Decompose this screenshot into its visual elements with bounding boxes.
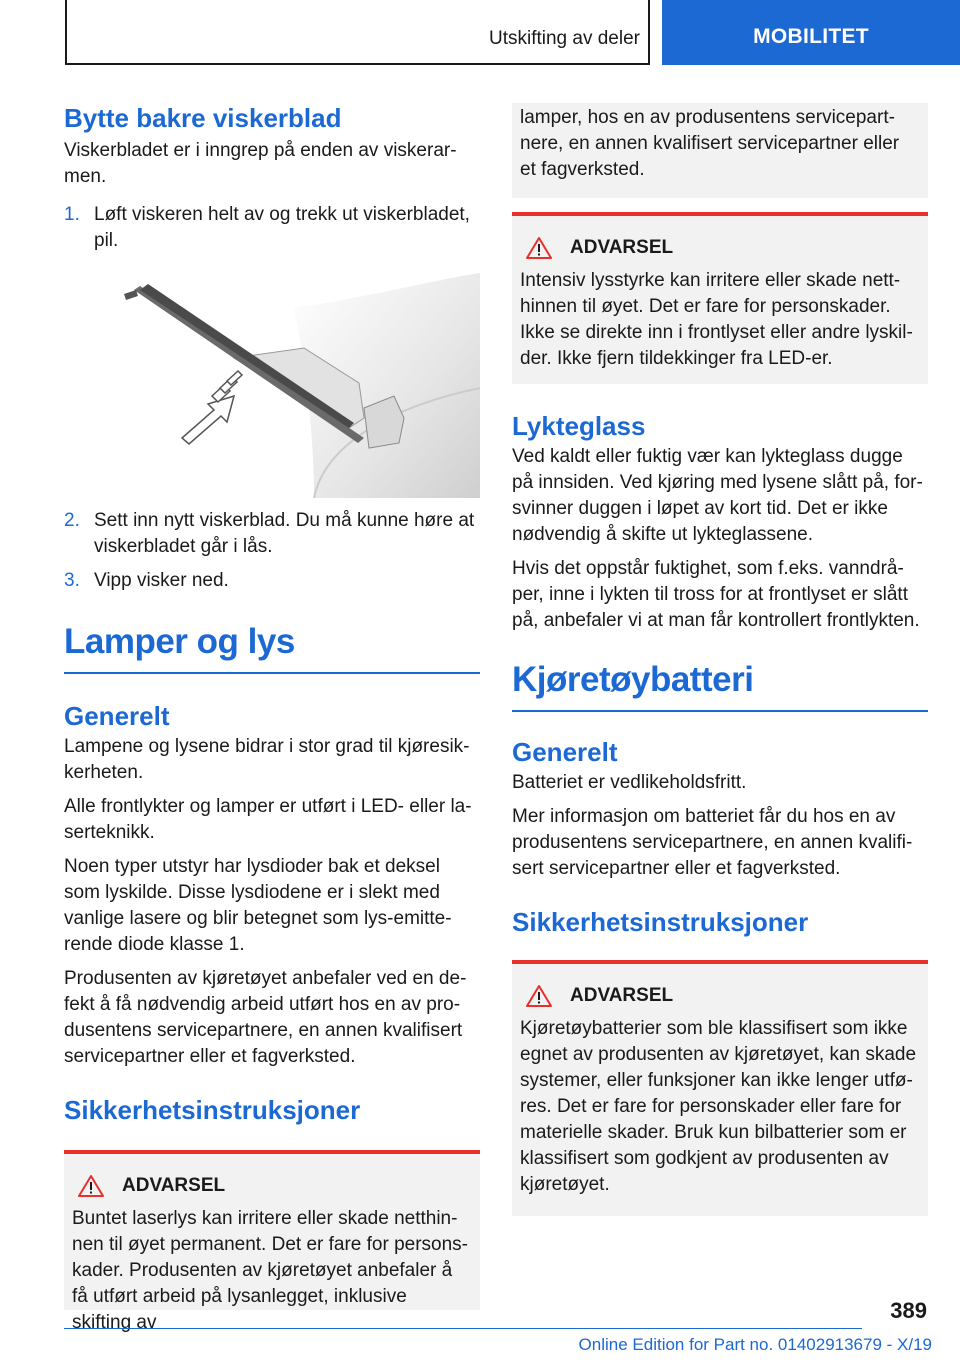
battery-safety-heading: Sikkerhetsinstruksjoner xyxy=(512,907,809,937)
continued-warning-text: lamper, hos en av produsentens servicepart-nere, en annen kvalifisert servicepartner eller et fagverksted. xyxy=(520,107,900,180)
battery-warning-box xyxy=(512,960,928,1216)
warning-triangle-icon xyxy=(526,984,552,1008)
battery-paragraph-1: Batteriet er vedlikeholdsfritt. xyxy=(512,772,747,793)
list-item xyxy=(64,508,480,560)
lens-paragraph-1: Ved kaldt eller fuktig vær kan lykteglass dugge på innsiden. Ved kjøring med lysene slått på, for-svinner duggen i løpet av kort tid. Det er ikke nødvendig å skifte ut lykteglassene. xyxy=(512,446,923,545)
laser-warning-box xyxy=(64,1150,480,1333)
header-chapter-tab[interactable]: MOBILITET xyxy=(662,0,960,65)
wiper-steps xyxy=(64,202,480,254)
warning-label: ADVARSEL xyxy=(570,985,674,1006)
step-number: 1. xyxy=(64,204,80,225)
warning-label: ADVARSEL xyxy=(570,237,674,258)
warning-text: Intensiv lysstyrke kan irritere eller skade nett-hinnen til øyet. Det er fare for personskader. Ikke se direkte inn i frontlyset eller andre lyskil-der. Ikke fjern tildekkinger fra LED-er. xyxy=(520,270,913,369)
wiper-illustration xyxy=(64,268,480,498)
warning-header xyxy=(72,1172,470,1200)
battery-paragraph-2: Mer informasjon om batteriet får du hos en av produsentens servicepartnere, en annen kvalifi-sert servicepartner eller et fagverksted. xyxy=(512,806,913,879)
warning-header xyxy=(520,234,918,262)
lamps-heading-block xyxy=(64,620,480,674)
general-heading: Generelt xyxy=(64,701,170,731)
warning-text: Buntet laserlys kan irritere eller skade netthin-nen til øyet permanent. Det er fare for persons-kader. Produsenten av kjøretøyet anbefaler å få utført arbeid på lysanlegget, inklusive skifting av xyxy=(72,1208,469,1333)
intense-light-warning-box xyxy=(512,212,928,384)
step-number: 3. xyxy=(64,570,80,591)
general-paragraph-3: Noen typer utstyr har lysdioder bak et deksel som lyskilde. Disse lysdiodene er i slekt med vanlige lasere og blir betegnet som lys-emitte-rende diode klasse 1. xyxy=(64,856,452,955)
battery-heading-block xyxy=(512,658,928,712)
lens-heading: Lykteglass xyxy=(512,411,646,441)
list-item xyxy=(64,568,480,594)
step-number: 2. xyxy=(64,510,80,531)
left-column xyxy=(64,100,480,1333)
continued-warning-box xyxy=(512,103,928,198)
general-paragraph-4: Produsenten av kjøretøyet anbefaler ved en de-fekt å få nødvendig arbeid utført hos en av pro-dusentens servicepartnere, en annen kvalifisert servicepartner eller et fagverksted. xyxy=(64,968,467,1067)
battery-general-heading: Generelt xyxy=(512,737,618,767)
wiper-steps-continued xyxy=(64,508,480,594)
warning-text: Kjøretøybatterier som ble klassifisert som ikke egnet av produsenten av kjøretøyet, kan skade systemer, eller funksjoner kan ikke lenger utfø-res. Det er fare for personskader eller fare for materielle skader. Bruk kun bilbatterier som er klassifisert som godkjent av produsenten av kjøretøyet. xyxy=(520,1018,917,1195)
right-column xyxy=(512,103,928,1216)
warning-label: ADVARSEL xyxy=(122,1175,226,1196)
step-text: Sett inn nytt viskerblad. Du må kunne høre at viskerbladet går i lås. xyxy=(94,510,475,557)
wiper-intro: Viskerbladet er i inngrep på enden av viskerar- men. xyxy=(64,140,457,187)
footer-divider xyxy=(64,1328,862,1329)
list-item xyxy=(64,202,480,254)
step-text: Løft viskeren helt av og trekk ut viskerbladet, pil. xyxy=(94,204,470,251)
wiper-heading: Bytte bakre viskerblad xyxy=(64,103,342,133)
page-number: 389 xyxy=(890,1298,927,1323)
wiper-blade-image xyxy=(64,268,480,498)
general-paragraph-1: Lampene og lysene bidrar i stor grad til kjøresik-kerheten. xyxy=(64,736,470,783)
header-section-title: Utskifting av deler xyxy=(488,28,640,49)
lamps-heading: Lamper og lys xyxy=(64,622,295,661)
step-text: Vipp visker ned. xyxy=(94,570,229,591)
warning-triangle-icon xyxy=(526,236,552,260)
edition-footer: Online Edition for Part no. 01402913679 - X/19 xyxy=(578,1335,932,1354)
safety-heading: Sikkerhetsinstruksjoner xyxy=(64,1095,361,1125)
warning-header xyxy=(520,982,918,1010)
battery-heading: Kjøretøybatteri xyxy=(512,660,754,699)
general-paragraph-2: Alle frontlykter og lamper er utført i LED- eller la-serteknikk. xyxy=(64,796,472,843)
lens-paragraph-2: Hvis det oppstår fuktighet, som f.eks. vanndrå-per, inne i lykten til tross for at frontlyset er slått på, anbefaler vi at man får kontrollert frontlykten. xyxy=(512,558,920,631)
warning-triangle-icon xyxy=(78,1174,104,1198)
